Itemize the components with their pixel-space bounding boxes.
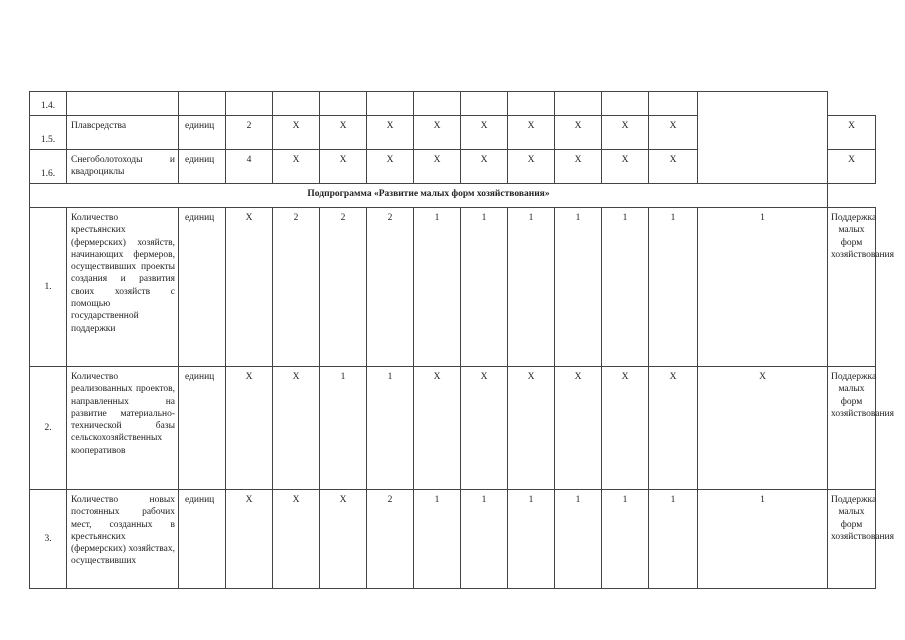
- value-cell: [508, 92, 555, 116]
- value-cell: [555, 92, 602, 116]
- value-cell: Х: [698, 367, 828, 490]
- value-cell: Х: [414, 367, 461, 490]
- value-cell: Х: [555, 367, 602, 490]
- table-row: [30, 367, 876, 490]
- value-cell: Х: [414, 116, 461, 150]
- value-cell: Х: [414, 150, 461, 184]
- value-cell: Х: [508, 116, 555, 150]
- subprogram-title: Подпрограмма «Развитие малых форм хозяйствования»: [30, 184, 828, 208]
- row-number: 1.6.: [30, 150, 67, 184]
- value-cell: 1: [555, 208, 602, 367]
- indicator-name: Количество реализованных проектов, направленных на развитие материально-технической базы сельскохозяйственных кооперативов: [67, 367, 179, 490]
- value-cell: 1: [555, 490, 602, 589]
- indicator-name: Снегоболотоходы и квадроциклы: [67, 150, 179, 184]
- row-number: 2.: [30, 367, 67, 490]
- value-cell: Х: [649, 116, 698, 150]
- value-cell: Х: [226, 208, 273, 367]
- value-cell: Х: [226, 490, 273, 589]
- row-number: 1.: [30, 208, 67, 367]
- value-cell: Х: [649, 367, 698, 490]
- value-cell: 1: [414, 208, 461, 367]
- value-cell: Х: [320, 490, 367, 589]
- value-cell: Х: [828, 116, 876, 150]
- value-cell: 1: [602, 208, 649, 367]
- value-cell: Х: [602, 150, 649, 184]
- value-cell: Х: [555, 116, 602, 150]
- indicator-name: [67, 92, 179, 116]
- table-row: [30, 208, 876, 367]
- value-cell: 1: [649, 208, 698, 367]
- value-cell: Х: [602, 367, 649, 490]
- value-cell: Х: [367, 116, 414, 150]
- value-cell: [414, 92, 461, 116]
- unit-cell: единиц: [179, 367, 226, 490]
- value-cell: 1: [461, 490, 508, 589]
- value-cell: Х: [828, 150, 876, 184]
- table-row: [30, 490, 876, 589]
- value-cell: Х: [508, 367, 555, 490]
- note-cell: [698, 92, 828, 184]
- value-cell: 1: [508, 490, 555, 589]
- value-cell: Х: [273, 116, 320, 150]
- value-cell: Х: [226, 367, 273, 490]
- value-cell: 1: [508, 208, 555, 367]
- value-cell: 4: [226, 150, 273, 184]
- value-cell: 1: [367, 367, 414, 490]
- value-cell: Х: [273, 490, 320, 589]
- unit-cell: единиц: [179, 490, 226, 589]
- indicator-name: Количество новых постоянных рабочих мест, созданных в крестьянских (фермерских) хозяйствах, осуществивших: [67, 490, 179, 589]
- subprogram-row: [30, 184, 876, 208]
- unit-cell: единиц: [179, 150, 226, 184]
- value-cell: 2: [367, 490, 414, 589]
- value-cell: 1: [461, 208, 508, 367]
- value-cell: [273, 92, 320, 116]
- value-cell: 2: [367, 208, 414, 367]
- value-cell: Х: [461, 367, 508, 490]
- row-number: 3.: [30, 490, 67, 589]
- value-cell: [461, 92, 508, 116]
- value-cell: 2: [273, 208, 320, 367]
- table-row: [30, 92, 876, 116]
- value-cell: Х: [320, 150, 367, 184]
- note-cell: Поддержка малых форм хозяйствования: [828, 490, 876, 589]
- value-cell: Х: [273, 150, 320, 184]
- unit-cell: единиц: [179, 208, 226, 367]
- value-cell: [320, 92, 367, 116]
- note-cell: Поддержка малых форм хозяйствования: [828, 367, 876, 490]
- value-cell: Х: [320, 116, 367, 150]
- value-cell: Х: [649, 150, 698, 184]
- value-cell: Х: [555, 150, 602, 184]
- indicator-name: Количество крестьянских (фермерских) хозяйств, начинающих фермеров, осуществивших проекты создания и развития своих хозяйств с помощью государственной поддержки: [67, 208, 179, 367]
- unit-cell: [179, 92, 226, 116]
- value-cell: 1: [649, 490, 698, 589]
- value-cell: 2: [320, 208, 367, 367]
- value-cell: [367, 92, 414, 116]
- note-cell: Поддержка малых форм хозяйствования: [828, 208, 876, 367]
- value-cell: 1: [602, 490, 649, 589]
- unit-cell: единиц: [179, 116, 226, 150]
- value-cell: 1: [414, 490, 461, 589]
- document-page: [29, 91, 894, 589]
- value-cell: Х: [367, 150, 414, 184]
- value-cell: 1: [320, 367, 367, 490]
- value-cell: Х: [508, 150, 555, 184]
- value-cell: Х: [273, 367, 320, 490]
- indicators-table: [29, 91, 894, 589]
- value-cell: Х: [461, 150, 508, 184]
- value-cell: [226, 92, 273, 116]
- value-cell: 1: [698, 490, 828, 589]
- value-cell: [602, 92, 649, 116]
- value-cell: [649, 92, 698, 116]
- row-number: 1.4.: [30, 92, 67, 116]
- value-cell: 2: [226, 116, 273, 150]
- row-number: 1.5.: [30, 116, 67, 150]
- value-cell: Х: [602, 116, 649, 150]
- value-cell: Х: [461, 116, 508, 150]
- indicator-name: Плавсредства: [67, 116, 179, 150]
- value-cell: 1: [698, 208, 828, 367]
